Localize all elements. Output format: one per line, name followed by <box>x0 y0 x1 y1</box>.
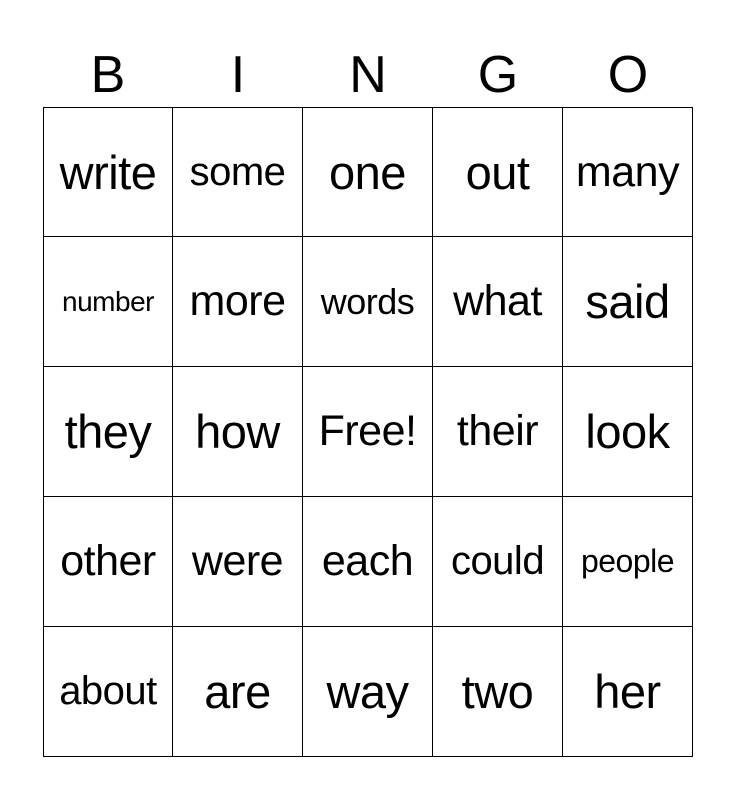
bingo-cell[interactable]: people <box>563 497 693 627</box>
bingo-board <box>43 107 693 757</box>
bingo-cell[interactable]: write <box>43 107 173 237</box>
bingo-header <box>43 44 693 106</box>
header-letter-g: G <box>477 46 519 104</box>
bingo-cell[interactable]: two <box>433 627 563 757</box>
bingo-cell[interactable]: number <box>43 237 173 367</box>
bingo-cell[interactable]: could <box>433 497 563 627</box>
bingo-cell[interactable]: more <box>173 237 303 367</box>
bingo-cell[interactable]: their <box>433 367 563 497</box>
header-letter-b: B <box>90 46 126 104</box>
bingo-cell[interactable]: out <box>433 107 563 237</box>
bingo-cell[interactable]: are <box>173 627 303 757</box>
bingo-cell[interactable]: some <box>173 107 303 237</box>
bingo-cell[interactable]: how <box>173 367 303 497</box>
bingo-cell[interactable]: what <box>433 237 563 367</box>
bingo-cell[interactable]: way <box>303 627 433 757</box>
bingo-cell[interactable]: look <box>563 367 693 497</box>
bingo-cell[interactable]: her <box>563 627 693 757</box>
bingo-cell[interactable]: one <box>303 107 433 237</box>
header-letter-i: I <box>230 46 246 104</box>
free-space-cell[interactable]: Free! <box>303 367 433 497</box>
bingo-cell[interactable]: about <box>43 627 173 757</box>
bingo-cell[interactable]: said <box>563 237 693 367</box>
bingo-cell[interactable]: many <box>563 107 693 237</box>
bingo-cell[interactable]: each <box>303 497 433 627</box>
bingo-cell[interactable]: words <box>303 237 433 367</box>
bingo-cell[interactable]: other <box>43 497 173 627</box>
header-letter-n: N <box>349 46 387 104</box>
header-letter-o: O <box>607 46 649 104</box>
bingo-cell[interactable]: they <box>43 367 173 497</box>
bingo-cell[interactable]: were <box>173 497 303 627</box>
